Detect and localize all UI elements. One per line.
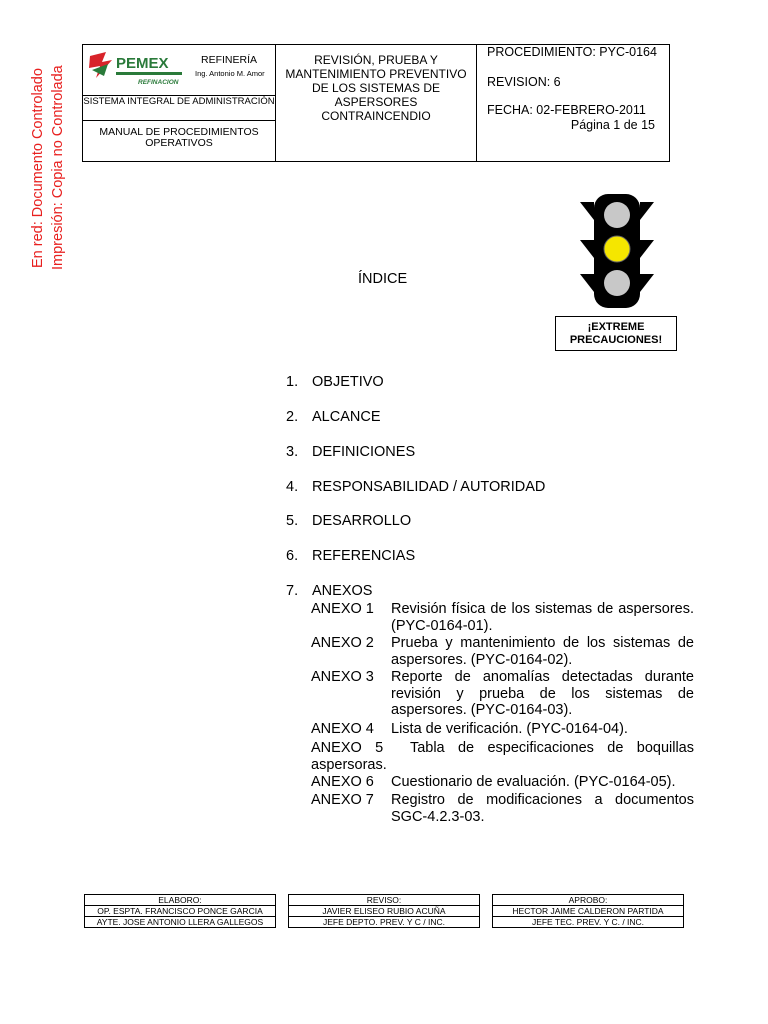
signature-reviso: REVISO: JAVIER ELISEO RUBIO ACUÑA JEFE DEPTO. PREV. Y C / INC. <box>288 894 480 928</box>
pemex-logo <box>86 48 190 88</box>
page-number: Página 1 de 15 <box>570 118 655 132</box>
traffic-light-icon <box>580 194 654 316</box>
document-header <box>82 44 670 162</box>
document-date: FECHA: 02-FEBRERO-2011 <box>487 103 646 117</box>
refinery-name: REFINERÍA <box>201 54 258 66</box>
stamp-line-print: Impresión: Copia no Controlada <box>50 65 66 270</box>
system-name: SISTEMA INTEGRAL DE ADMINISTRACIÓN <box>83 96 276 121</box>
annex-item: ANEXO 5 Tabla de especificaciones de boquillas aspersoras. <box>311 740 694 773</box>
header-meta-cell <box>477 45 670 162</box>
red-lamp <box>604 202 630 228</box>
revision-number: REVISION: 6 <box>487 75 561 89</box>
header-title-cell <box>276 45 477 162</box>
warning-line-2: PRECAUCIONES! <box>569 334 663 346</box>
manual-name: MANUAL DE PROCEDIMIENTOS OPERATIVOS <box>83 121 276 162</box>
warning-box <box>555 316 677 351</box>
signature-aprobo: APROBO: HECTOR JAIME CALDERON PARTIDA JEFE TEC. PREV. Y C. / INC. <box>492 894 684 928</box>
green-lamp <box>604 270 630 296</box>
refinery-subname: Ing. Antonio M. Amor <box>195 69 265 78</box>
header-logo-cell <box>83 45 276 96</box>
procedure-title: REVISIÓN, PRUEBA Y MANTENIMIENTO PREVENTIVO DE LOS SISTEMAS DE ASPERSORES CONTRAINCENDIO <box>285 53 467 123</box>
logo-subtitle: REFINACION <box>138 79 179 86</box>
warning-line-1: ¡EXTREME <box>587 321 645 333</box>
logo-wordmark: PEMEX <box>116 55 169 72</box>
stamp-line-online: En red: Documento Controlado <box>30 68 46 268</box>
signature-elaboro: ELABORO: OP. ESPTA. FRANCISCO PONCE GARCIA AYTE. JOSE ANTONIO LLERA GALLEGOS <box>84 894 276 928</box>
procedure-code: PROCEDIMIENTO: PYC-0164 <box>487 45 657 59</box>
index-title: ÍNDICE <box>358 271 408 287</box>
controlled-copy-stamp <box>28 40 74 270</box>
